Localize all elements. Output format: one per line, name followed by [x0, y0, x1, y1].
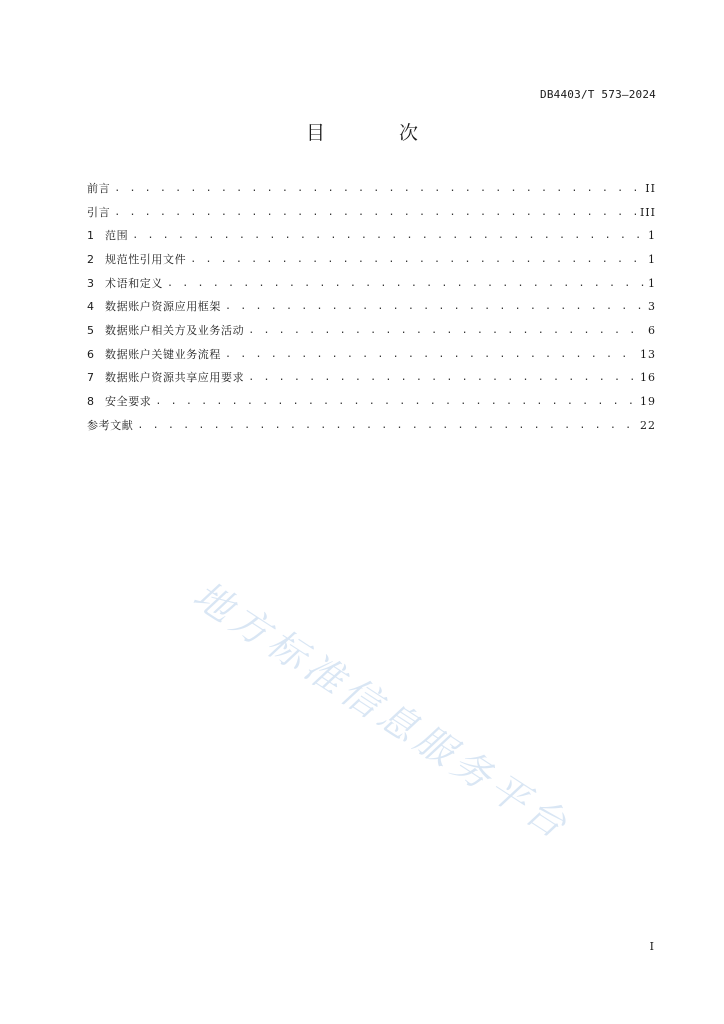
toc-leader-dots — [114, 180, 641, 198]
toc-entry-key-processes[interactable] — [87, 343, 656, 367]
toc-entry-label: 引言 — [87, 205, 111, 219]
toc-leader-dots — [225, 346, 636, 364]
toc-leader-dots — [155, 393, 636, 411]
toc-entry-sharing-requirements[interactable] — [87, 367, 656, 391]
toc-entry-number: 2 — [87, 252, 94, 266]
toc-leader-dots — [132, 227, 644, 245]
toc-entry-page: III — [639, 205, 656, 219]
toc-entry-number: 6 — [87, 347, 94, 361]
toc-entry-label: 前言 — [87, 181, 111, 195]
toc-entry-page: 16 — [640, 371, 656, 385]
toc-list — [87, 177, 656, 438]
toc-entry-label: 数据账户资源共享应用要求 — [105, 371, 245, 385]
toc-entry-label: 术语和定义 — [105, 276, 163, 290]
toc-entry-number: 7 — [87, 371, 94, 385]
toc-leader-dots — [114, 204, 636, 222]
toc-entry-page: 6 — [648, 323, 656, 337]
toc-entry-normative-references[interactable] — [87, 248, 656, 272]
toc-leader-dots — [225, 298, 644, 316]
toc-entry-introduction[interactable] — [87, 201, 656, 225]
toc-entry-label: 安全要求 — [105, 395, 152, 409]
toc-entry-label: 参考文献 — [87, 418, 134, 432]
toc-entry-page: 19 — [640, 395, 656, 409]
toc-entry-label: 范围 — [105, 229, 129, 243]
toc-leader-dots — [137, 417, 636, 435]
watermark: 地方标准信息服务平台 — [185, 572, 579, 850]
toc-leader-dots — [167, 275, 644, 293]
toc-entry-page: 13 — [640, 347, 656, 361]
toc-entry-label: 数据账户相关方及业务活动 — [105, 323, 245, 337]
toc-entry-label: 数据账户关键业务流程 — [105, 347, 221, 361]
page-number: I — [649, 940, 654, 953]
toc-entry-framework[interactable] — [87, 295, 656, 319]
document-code: DB4403/T 573—2024 — [540, 88, 656, 101]
toc-title: 目 次 — [305, 122, 453, 144]
toc-entry-stakeholders[interactable] — [87, 319, 656, 343]
toc-leader-dots — [248, 322, 644, 340]
toc-leader-dots — [248, 369, 636, 387]
toc-entry-foreword[interactable] — [87, 177, 656, 201]
toc-entry-page: 3 — [648, 300, 656, 314]
toc-entry-security[interactable] — [87, 390, 656, 414]
toc-entry-label: 数据账户资源应用框架 — [105, 300, 221, 314]
toc-entry-number: 3 — [87, 276, 94, 290]
toc-entry-bibliography[interactable] — [87, 414, 656, 438]
toc-leader-dots — [190, 251, 644, 269]
toc-entry-number: 1 — [87, 229, 94, 243]
toc-entry-number: 5 — [87, 323, 94, 337]
toc-entry-page: 1 — [648, 276, 656, 290]
toc-entry-scope[interactable] — [87, 224, 656, 248]
toc-entry-number: 4 — [87, 300, 94, 314]
toc-entry-page: II — [645, 181, 656, 195]
toc-entry-page: 1 — [648, 229, 656, 243]
toc-entry-page: 22 — [640, 418, 656, 432]
toc-entry-label: 规范性引用文件 — [105, 252, 187, 266]
toc-entry-terms-definitions[interactable] — [87, 272, 656, 296]
toc-entry-page: 1 — [648, 252, 656, 266]
toc-entry-number: 8 — [87, 395, 94, 409]
